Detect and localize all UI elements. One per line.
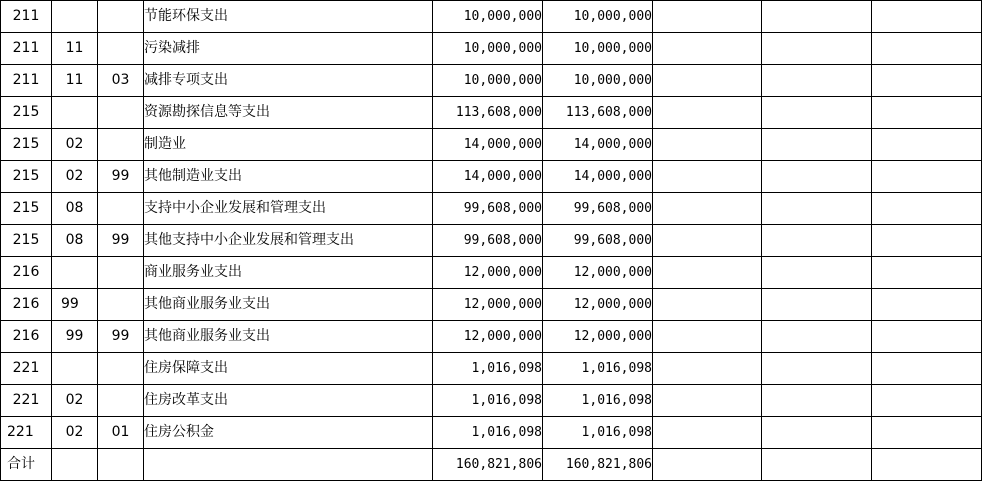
subitem-code-cell [98,97,144,129]
item-code-cell: 02 [52,161,98,193]
table-row [1,193,982,225]
item-code-cell [52,257,98,289]
subject-name-cell: 制造业 [144,129,433,161]
empty-cell [653,129,762,161]
subject-name-cell [144,449,433,481]
empty-cell [872,385,982,417]
empty-cell [762,257,872,289]
item-code-cell: 99 [52,289,98,321]
empty-cell [653,353,762,385]
total-amount-cell: 12,000,000 [433,257,543,289]
total-amount-cell: 1,016,098 [433,385,543,417]
item-code-cell [52,353,98,385]
total-amount-cell: 1,016,098 [433,417,543,449]
empty-cell [653,65,762,97]
subject-name-cell: 住房保障支出 [144,353,433,385]
empty-cell [872,193,982,225]
empty-cell [872,97,982,129]
class-code-cell: 215 [1,129,52,161]
total-amount-cell: 113,608,000 [433,97,543,129]
total-amount-cell: 1,016,098 [433,353,543,385]
basic-amount-cell: 14,000,000 [543,161,653,193]
subject-name-cell: 资源勘探信息等支出 [144,97,433,129]
empty-cell [653,33,762,65]
subitem-code-cell [98,193,144,225]
class-code-cell: 215 [1,225,52,257]
table-body [1,1,982,481]
total-row [1,449,982,481]
item-code-cell [52,97,98,129]
empty-cell [872,1,982,33]
item-code-cell [52,1,98,33]
empty-cell [872,257,982,289]
empty-cell [762,97,872,129]
basic-amount-cell: 12,000,000 [543,321,653,353]
empty-cell [762,321,872,353]
basic-amount-cell: 12,000,000 [543,289,653,321]
subject-name-cell: 支持中小企业发展和管理支出 [144,193,433,225]
item-code-cell: 11 [52,65,98,97]
empty-cell [872,161,982,193]
total-amount-cell: 99,608,000 [433,225,543,257]
class-code-cell: 211 [1,65,52,97]
class-code-cell: 215 [1,193,52,225]
empty-cell [872,417,982,449]
class-code-cell: 221 [1,353,52,385]
subitem-code-cell: 99 [98,225,144,257]
empty-cell [872,65,982,97]
class-code-cell: 216 [1,321,52,353]
total-amount-cell: 10,000,000 [433,65,543,97]
item-code-cell: 99 [52,321,98,353]
empty-cell [872,353,982,385]
total-amount-cell: 12,000,000 [433,321,543,353]
empty-cell [653,289,762,321]
class-code-cell: 216 [1,257,52,289]
subject-name-cell: 其他商业服务业支出 [144,321,433,353]
total-amount-cell: 12,000,000 [433,289,543,321]
empty-cell [653,257,762,289]
basic-amount-cell: 10,000,000 [543,65,653,97]
subitem-code-cell [98,385,144,417]
class-code-cell: 215 [1,97,52,129]
subitem-code-cell [98,129,144,161]
table-row [1,257,982,289]
subitem-code-cell [98,289,144,321]
total-amount-cell: 99,608,000 [433,193,543,225]
basic-amount-cell: 10,000,000 [543,33,653,65]
table-row [1,97,982,129]
total-amount-cell: 10,000,000 [433,33,543,65]
subitem-code-cell [98,353,144,385]
empty-cell [762,385,872,417]
subitem-code-cell: 99 [98,321,144,353]
table-row [1,129,982,161]
empty-cell [653,417,762,449]
item-code-cell: 11 [52,33,98,65]
item-code-cell: 02 [52,129,98,161]
class-code-cell: 216 [1,289,52,321]
total-amount-cell: 10,000,000 [433,1,543,33]
total-amount-cell: 160,821,806 [433,449,543,481]
empty-cell [762,65,872,97]
basic-amount-cell: 1,016,098 [543,353,653,385]
empty-cell [762,193,872,225]
empty-cell [872,449,982,481]
subject-name-cell: 住房改革支出 [144,385,433,417]
empty-cell [762,1,872,33]
subject-name-cell: 减排专项支出 [144,65,433,97]
empty-cell [653,1,762,33]
basic-amount-cell: 99,608,000 [543,193,653,225]
empty-cell [653,385,762,417]
table-row [1,161,982,193]
table-row [1,289,982,321]
empty-cell [653,449,762,481]
item-code-cell: 08 [52,225,98,257]
total-amount-cell: 14,000,000 [433,161,543,193]
empty-cell [872,129,982,161]
subject-name-cell: 其他支持中小企业发展和管理支出 [144,225,433,257]
class-code-cell: 合计 [1,449,52,481]
empty-cell [653,321,762,353]
subitem-code-cell: 01 [98,417,144,449]
class-code-cell: 221 [1,417,52,449]
basic-amount-cell: 113,608,000 [543,97,653,129]
subject-name-cell: 其他商业服务业支出 [144,289,433,321]
table-row [1,321,982,353]
empty-cell [762,449,872,481]
empty-cell [762,225,872,257]
subitem-code-cell [98,33,144,65]
empty-cell [653,161,762,193]
class-code-cell: 221 [1,385,52,417]
item-code-cell: 02 [52,385,98,417]
empty-cell [762,417,872,449]
class-code-cell: 211 [1,33,52,65]
empty-cell [872,33,982,65]
empty-cell [653,97,762,129]
empty-cell [762,161,872,193]
table-row [1,353,982,385]
empty-cell [872,225,982,257]
subitem-code-cell: 99 [98,161,144,193]
basic-amount-cell: 160,821,806 [543,449,653,481]
item-code-cell: 02 [52,417,98,449]
class-code-cell: 211 [1,1,52,33]
basic-amount-cell: 14,000,000 [543,129,653,161]
total-amount-cell: 14,000,000 [433,129,543,161]
basic-amount-cell: 99,608,000 [543,225,653,257]
empty-cell [762,353,872,385]
class-code-cell: 215 [1,161,52,193]
table-row [1,417,982,449]
subject-name-cell: 住房公积金 [144,417,433,449]
basic-amount-cell: 10,000,000 [543,1,653,33]
basic-amount-cell: 1,016,098 [543,417,653,449]
empty-cell [653,225,762,257]
subitem-code-cell: 03 [98,65,144,97]
table-row [1,385,982,417]
empty-cell [762,33,872,65]
empty-cell [653,193,762,225]
subject-name-cell: 商业服务业支出 [144,257,433,289]
basic-amount-cell: 12,000,000 [543,257,653,289]
item-code-cell: 08 [52,193,98,225]
empty-cell [762,289,872,321]
subject-name-cell: 污染减排 [144,33,433,65]
subject-name-cell: 其他制造业支出 [144,161,433,193]
basic-amount-cell: 1,016,098 [543,385,653,417]
item-code-cell [52,449,98,481]
table-row [1,33,982,65]
subitem-code-cell [98,257,144,289]
empty-cell [762,129,872,161]
table-row [1,1,982,33]
empty-cell [872,321,982,353]
table-row [1,65,982,97]
table-row [1,225,982,257]
subitem-code-cell [98,449,144,481]
subject-name-cell: 节能环保支出 [144,1,433,33]
empty-cell [872,289,982,321]
subitem-code-cell [98,1,144,33]
